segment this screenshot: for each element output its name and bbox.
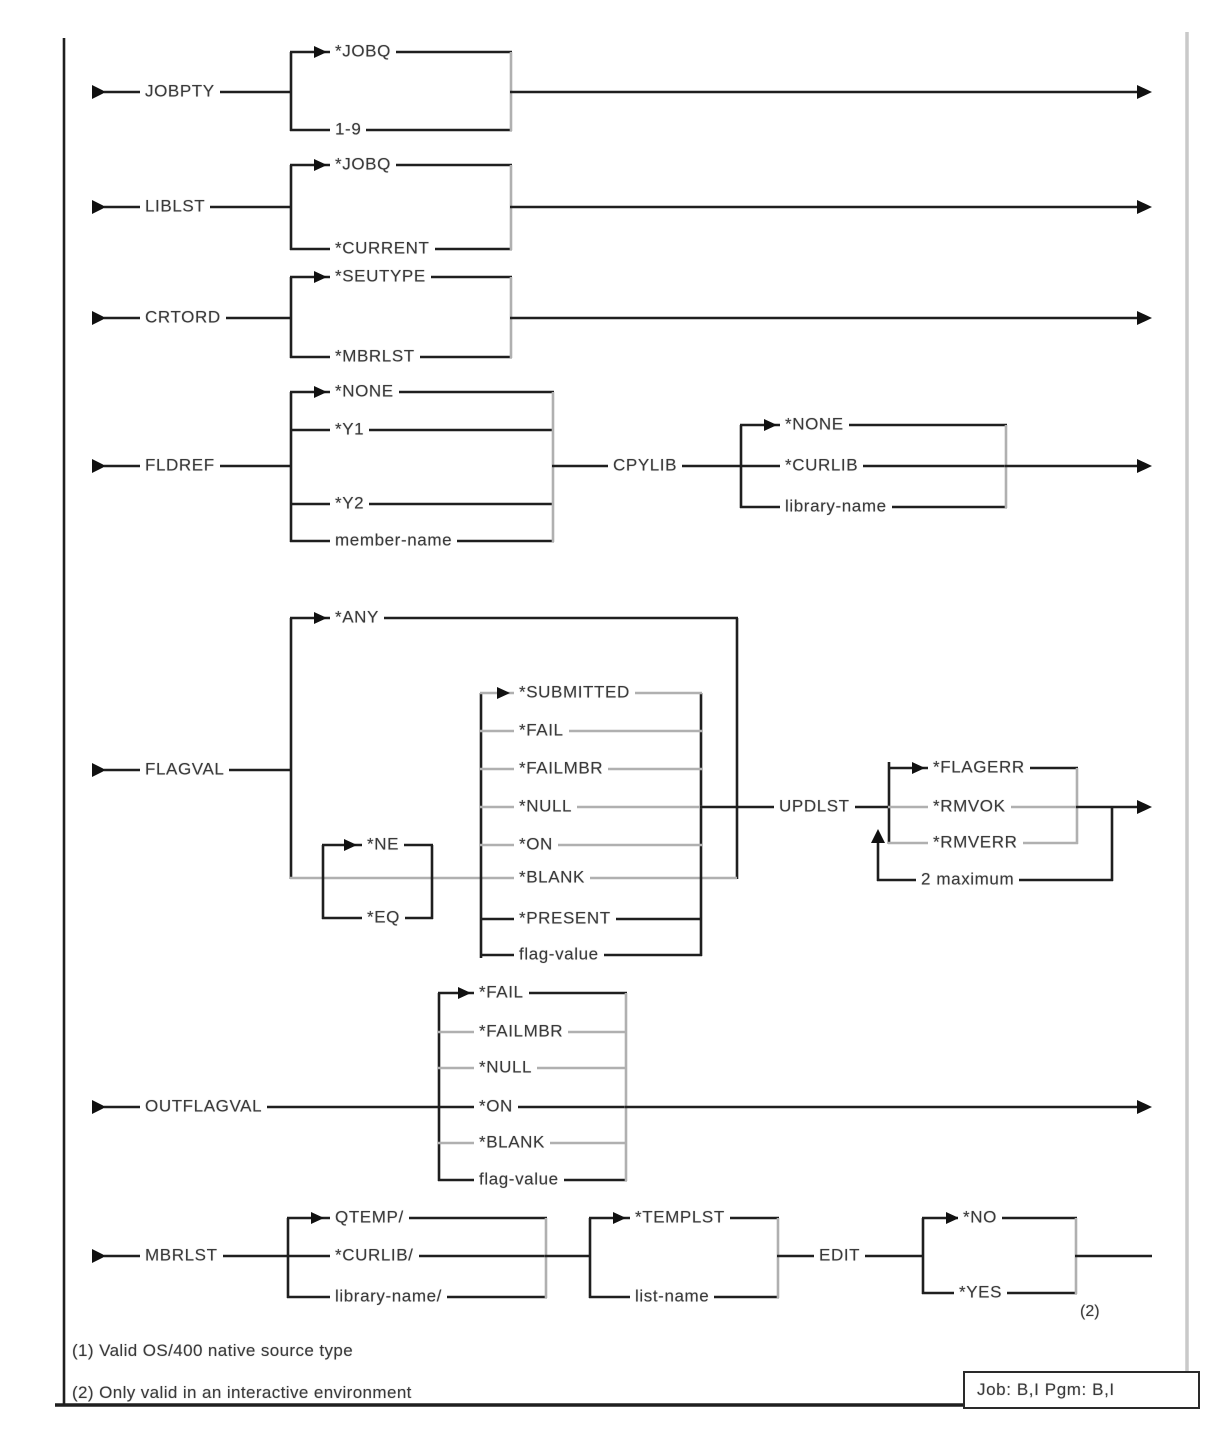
- flagval-opt-on: *ON: [514, 835, 558, 855]
- fldref-opt-y1: *Y1: [330, 420, 369, 440]
- flagval-opt-blank: *BLANK: [514, 868, 590, 888]
- continue-arrow-icon: [1137, 1100, 1152, 1114]
- entry-arrow-icon: [92, 311, 106, 325]
- param-crtord: CRTORD: [140, 308, 226, 328]
- repeat-arrow-icon: [871, 829, 885, 843]
- cpylib-opt-none: *NONE: [780, 415, 849, 435]
- jobpty-opt-1-9: 1-9: [330, 120, 366, 140]
- continue-arrow-icon: [1137, 311, 1152, 325]
- entry-arrow-icon: [92, 459, 106, 473]
- outflagval-opt-blank: *BLANK: [474, 1133, 550, 1153]
- default-arrow-icon: [497, 687, 510, 699]
- continue-arrow-icon: [1137, 85, 1152, 99]
- continue-arrow-icon: [1137, 200, 1152, 214]
- updlst-opt-flagerr: *FLAGERR: [928, 758, 1030, 778]
- flagval-opt-flag-value: flag-value: [514, 945, 604, 965]
- flagval-opt-null: *NULL: [514, 797, 577, 817]
- param-updlst: UPDLST: [774, 797, 855, 817]
- flagval-opt-failmbr: *FAILMBR: [514, 759, 608, 779]
- param-jobpty: JOBPTY: [140, 82, 220, 102]
- default-arrow-icon: [912, 762, 925, 774]
- continue-arrow-icon: [1137, 459, 1152, 473]
- liblst-opt-jobq: *JOBQ: [330, 155, 396, 175]
- default-arrow-icon: [458, 987, 471, 999]
- liblst-rails: [92, 159, 1152, 250]
- default-arrow-icon: [764, 419, 777, 431]
- crtord-opt-seutype: *SEUTYPE: [330, 267, 431, 287]
- outflagval-rails: [92, 987, 1152, 1181]
- param-cpylib: CPYLIB: [608, 456, 682, 476]
- param-liblst: LIBLST: [140, 197, 210, 217]
- param-mbrlst: MBRLST: [140, 1246, 223, 1266]
- param-outflagval: OUTFLAGVAL: [140, 1097, 267, 1117]
- outflagval-opt-fail: *FAIL: [474, 983, 529, 1003]
- edit-opt-no: *NO: [958, 1208, 1002, 1228]
- entry-arrow-icon: [92, 200, 106, 214]
- flagval-opt-any: *ANY: [330, 608, 384, 628]
- updlst-repeat-label: 2 maximum: [916, 870, 1019, 890]
- liblst-opt-current: *CURRENT: [330, 239, 435, 259]
- entry-arrow-icon: [92, 763, 106, 777]
- default-arrow-icon: [613, 1212, 626, 1224]
- entry-arrow-icon: [92, 1100, 106, 1114]
- param-edit: EDIT: [814, 1246, 865, 1266]
- outflagval-opt-on: *ON: [474, 1097, 518, 1117]
- footnote-1: (1) Valid OS/400 native source type: [72, 1341, 354, 1360]
- crtord-opt-mbrlst: *MBRLST: [330, 347, 420, 367]
- fldref-opt-y2: *Y2: [330, 494, 369, 514]
- entry-arrow-icon: [92, 1249, 106, 1263]
- mbrlst-opt-templst: *TEMPLST: [630, 1208, 730, 1228]
- default-arrow-icon: [344, 839, 357, 851]
- crtord-rails: [92, 271, 1152, 358]
- fldref-opt-member-name: member-name: [330, 531, 457, 551]
- entry-arrow-icon: [92, 85, 106, 99]
- cpylib-opt-curlib: *CURLIB: [780, 456, 863, 476]
- updlst-opt-rmvok: *RMVOK: [928, 797, 1011, 817]
- page-frame: [55, 32, 1200, 1406]
- jobpty-opt-jobq: *JOBQ: [330, 42, 396, 62]
- default-arrow-icon: [314, 46, 327, 58]
- flagval-rails: [92, 612, 1152, 958]
- edit-footnote-ref: (2): [1080, 1303, 1100, 1320]
- flagval-opt-fail: *FAIL: [514, 721, 569, 741]
- job-environment-text: Job: B,I Pgm: B,I: [977, 1380, 1115, 1399]
- flagval-opt-present: *PRESENT: [514, 909, 616, 929]
- flagval-opt-ne: *NE: [362, 835, 404, 855]
- param-fldref: FLDREF: [140, 456, 220, 476]
- updlst-opt-rmverr: *RMVERR: [928, 833, 1023, 853]
- outflagval-opt-flag-value: flag-value: [474, 1170, 564, 1190]
- outflagval-opt-null: *NULL: [474, 1058, 537, 1078]
- jobpty-rails: [92, 46, 1152, 131]
- flagval-opt-submitted: *SUBMITTED: [514, 683, 635, 703]
- continue-arrow-icon: [1137, 800, 1152, 814]
- cpylib-opt-library-name: library-name: [780, 497, 892, 517]
- mbrlst-opt-list-name: list-name: [630, 1287, 714, 1307]
- param-flagval: FLAGVAL: [140, 760, 229, 780]
- mbrlst-opt-library-name: library-name/: [330, 1287, 447, 1307]
- default-arrow-icon: [314, 612, 327, 624]
- default-arrow-icon: [311, 1212, 324, 1224]
- default-arrow-icon: [314, 386, 327, 398]
- flagval-opt-eq: *EQ: [362, 908, 405, 928]
- footnote-2: (2) Only valid in an interactive environment: [72, 1383, 412, 1402]
- default-arrow-icon: [314, 271, 327, 283]
- outflagval-opt-failmbr: *FAILMBR: [474, 1022, 568, 1042]
- default-arrow-icon: [314, 159, 327, 171]
- mbrlst-opt-qtemp: QTEMP/: [330, 1208, 409, 1228]
- fldref-opt-none: *NONE: [330, 382, 399, 402]
- mbrlst-opt-curlib: *CURLIB/: [330, 1246, 419, 1266]
- job-environment-box: [963, 1371, 1200, 1409]
- edit-opt-yes: *YES: [954, 1283, 1007, 1303]
